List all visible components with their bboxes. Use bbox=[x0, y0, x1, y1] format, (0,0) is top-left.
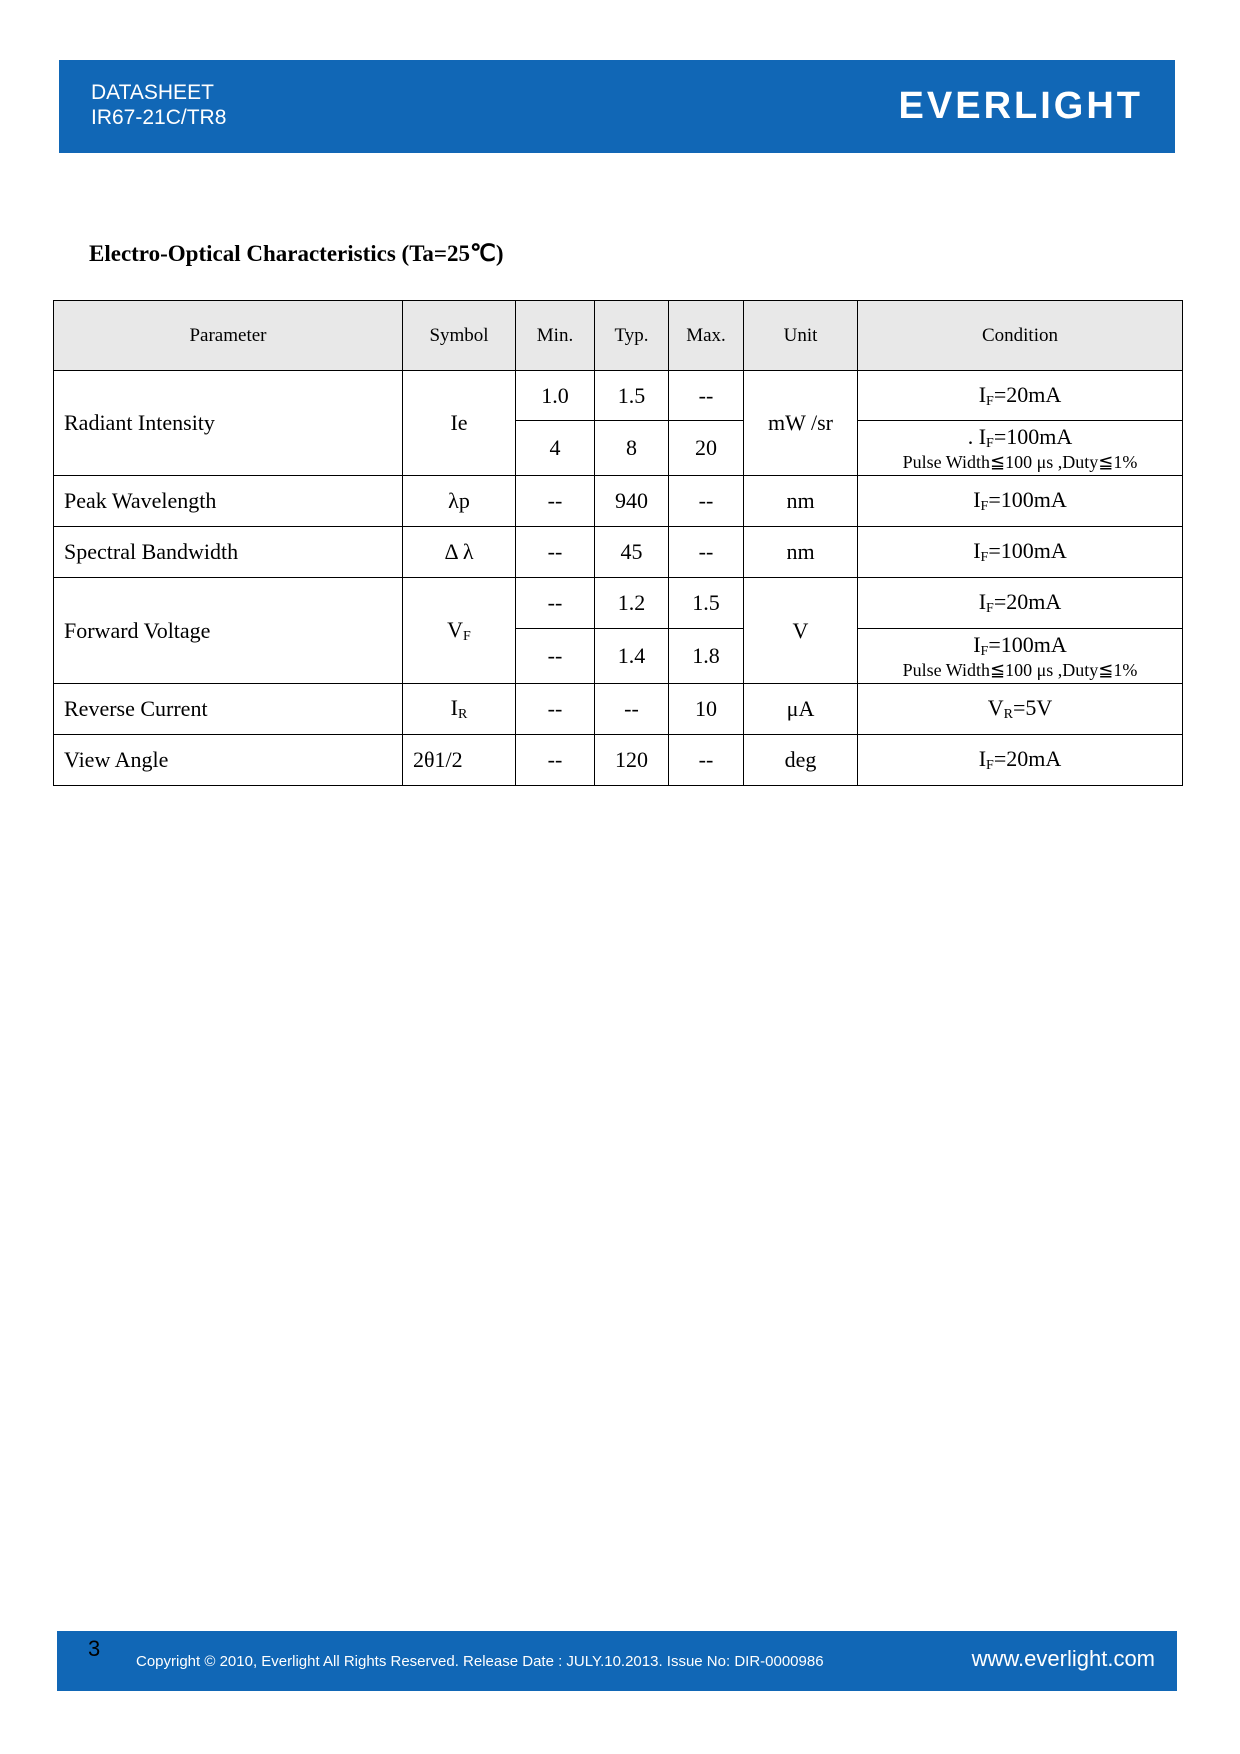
max-cell: -- bbox=[669, 735, 744, 786]
symbol-cell: Ie bbox=[403, 371, 516, 476]
param-reverse-current: Reverse Current bbox=[54, 684, 403, 735]
max-cell: 10 bbox=[669, 684, 744, 735]
param-peak-wavelength: Peak Wavelength bbox=[54, 476, 403, 527]
param-radiant-intensity: Radiant Intensity bbox=[54, 371, 403, 476]
table-row bbox=[54, 578, 1183, 629]
min-cell: -- bbox=[516, 735, 595, 786]
page-footer bbox=[57, 1631, 1177, 1691]
max-cell: 1.8 bbox=[669, 629, 744, 684]
everlight-logo: EVERLIGHT bbox=[898, 85, 1143, 127]
section-title: Electro-Optical Characteristics (Ta=25℃) bbox=[89, 241, 504, 266]
min-cell: 1.0 bbox=[516, 371, 595, 421]
unit-cell: nm bbox=[744, 476, 858, 527]
table-row bbox=[54, 476, 1183, 527]
table-header-row bbox=[54, 301, 1183, 371]
unit-cell: nm bbox=[744, 527, 858, 578]
max-cell: -- bbox=[669, 476, 744, 527]
typ-cell: -- bbox=[595, 684, 669, 735]
max-cell: -- bbox=[669, 371, 744, 421]
typ-cell: 1.5 bbox=[595, 371, 669, 421]
condition-cell: $I_F=20mA$ bbox=[858, 371, 1183, 421]
symbol-cell: $I_R$ bbox=[403, 684, 516, 735]
pulse-note: Pulse Width≦100 μs ,Duty≦1% bbox=[902, 660, 1138, 680]
unit-cell: V bbox=[744, 578, 858, 684]
table-row bbox=[54, 371, 1183, 421]
column-header: Typ. bbox=[595, 301, 669, 371]
typ-cell: 1.2 bbox=[595, 578, 669, 629]
page-number: 3 bbox=[88, 1636, 101, 1661]
symbol-cell: Δ λ bbox=[403, 527, 516, 578]
min-cell: -- bbox=[516, 578, 595, 629]
unit-cell: deg bbox=[744, 735, 858, 786]
condition-cell: $I_F=100mA$ bbox=[858, 527, 1183, 578]
typ-cell: 940 bbox=[595, 476, 669, 527]
symbol-cell: λp bbox=[403, 476, 516, 527]
unit-cell: mW /sr bbox=[744, 371, 858, 476]
min-cell: 4 bbox=[516, 421, 595, 476]
table-row bbox=[54, 527, 1183, 578]
typ-cell: 120 bbox=[595, 735, 669, 786]
param-view-angle: View Angle bbox=[54, 735, 403, 786]
min-cell: -- bbox=[516, 476, 595, 527]
typ-cell: 45 bbox=[595, 527, 669, 578]
column-header: Max. bbox=[669, 301, 744, 371]
column-header: Symbol bbox=[403, 301, 516, 371]
min-cell: -- bbox=[516, 629, 595, 684]
condition-cell: $I_F=20mA$ bbox=[858, 578, 1183, 629]
column-header: Parameter bbox=[54, 301, 403, 371]
condition-cell: . $I_F=100mA$ Pulse Width≦100 μs ,Duty≦1% bbox=[858, 421, 1183, 476]
page-header bbox=[59, 60, 1175, 153]
symbol-cell: $V_F$ bbox=[403, 578, 516, 684]
symbol-cell: 2θ1/2 bbox=[403, 735, 516, 786]
table-row bbox=[54, 735, 1183, 786]
doc-type-label: DATASHEET bbox=[91, 81, 214, 104]
max-cell: -- bbox=[669, 527, 744, 578]
typ-cell: 1.4 bbox=[595, 629, 669, 684]
column-header: Unit bbox=[744, 301, 858, 371]
param-spectral-bandwidth: Spectral Bandwidth bbox=[54, 527, 403, 578]
copyright-text: Copyright © 2010, Everlight All Rights Reserved. Release Date : JULY.10.2013. Issue No: DIR-0000986 bbox=[136, 1653, 824, 1670]
column-header: Min. bbox=[516, 301, 595, 371]
condition-cell: $I_F=100mA$ Pulse Width≦100 μs ,Duty≦1% bbox=[858, 629, 1183, 684]
max-cell: 20 bbox=[669, 421, 744, 476]
min-cell: -- bbox=[516, 527, 595, 578]
table-row bbox=[54, 684, 1183, 735]
website-link[interactable]: www.everlight.com bbox=[971, 1646, 1155, 1671]
pulse-note: Pulse Width≦100 μs ,Duty≦1% bbox=[902, 452, 1138, 472]
electro-optical-table bbox=[53, 300, 1183, 786]
condition-cell: $I_F=20mA$ bbox=[858, 735, 1183, 786]
min-cell: -- bbox=[516, 684, 595, 735]
unit-cell: μA bbox=[744, 684, 858, 735]
condition-cell: $I_F=100mA$ bbox=[858, 476, 1183, 527]
max-cell: 1.5 bbox=[669, 578, 744, 629]
param-forward-voltage: Forward Voltage bbox=[54, 578, 403, 684]
condition-cell: $V_R=5V$ bbox=[858, 684, 1183, 735]
part-number-label: IR67-21C/TR8 bbox=[91, 106, 227, 129]
column-header: Condition bbox=[858, 301, 1183, 371]
typ-cell: 8 bbox=[595, 421, 669, 476]
